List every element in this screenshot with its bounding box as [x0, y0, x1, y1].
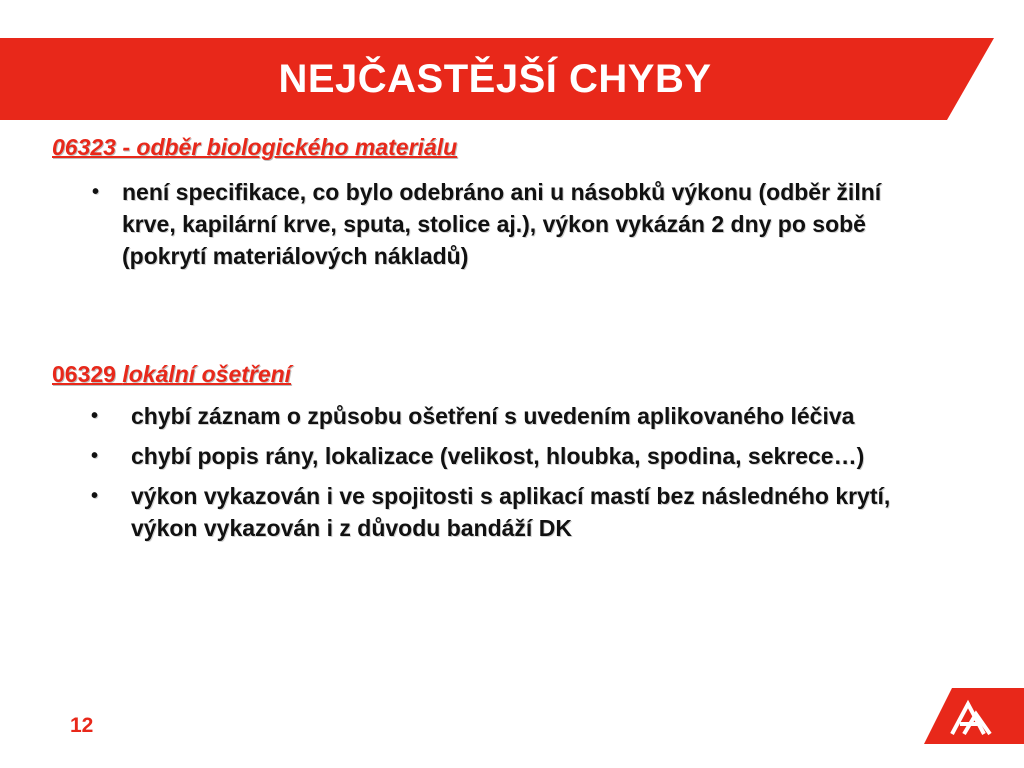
bullet-list-06329 [91, 400, 951, 552]
section-heading-06329 [52, 361, 291, 388]
page-number: 12 [70, 714, 94, 737]
list-item-text: chybí popis rány, lokalizace (velikost, hloubka, spodina, sekrece…) [131, 443, 865, 469]
section-heading-06323 [52, 134, 457, 161]
bullet-icon: • [91, 485, 99, 507]
list-item [91, 440, 951, 472]
bullet-icon: • [92, 181, 100, 203]
bullet-list-06323 [92, 176, 922, 272]
list-item-text: není specifikace, co bylo odebráno ani u násobků výkonu (odběr žilní krve, kapilární krve, sputa, stolice aj.), výkon vykázán 2 dny po sobě (pokrytí materiálových nákladů) [122, 179, 882, 269]
slide-title: NEJČASTĚJŠÍ CHYBY [278, 56, 712, 101]
section-heading-text: lokální ošetření [122, 361, 292, 387]
list-item-text: výkon vykazován i ve spojitosti s aplikací mastí bez následného krytí, výkon vykazován i z důvodu bandáží DK [131, 483, 891, 541]
bullet-icon: • [91, 445, 99, 467]
list-item [91, 480, 951, 544]
bullet-icon: • [91, 405, 99, 427]
list-item-text: chybí záznam o způsobu ošetření s uvedením aplikovaného léčiva [131, 403, 855, 429]
company-logo-icon [924, 688, 1024, 744]
section-heading-code: 06329 [52, 361, 116, 387]
list-item [91, 400, 951, 432]
list-item [92, 176, 922, 272]
section-heading-code: 06323 - odběr biologického materiálu [52, 134, 458, 160]
